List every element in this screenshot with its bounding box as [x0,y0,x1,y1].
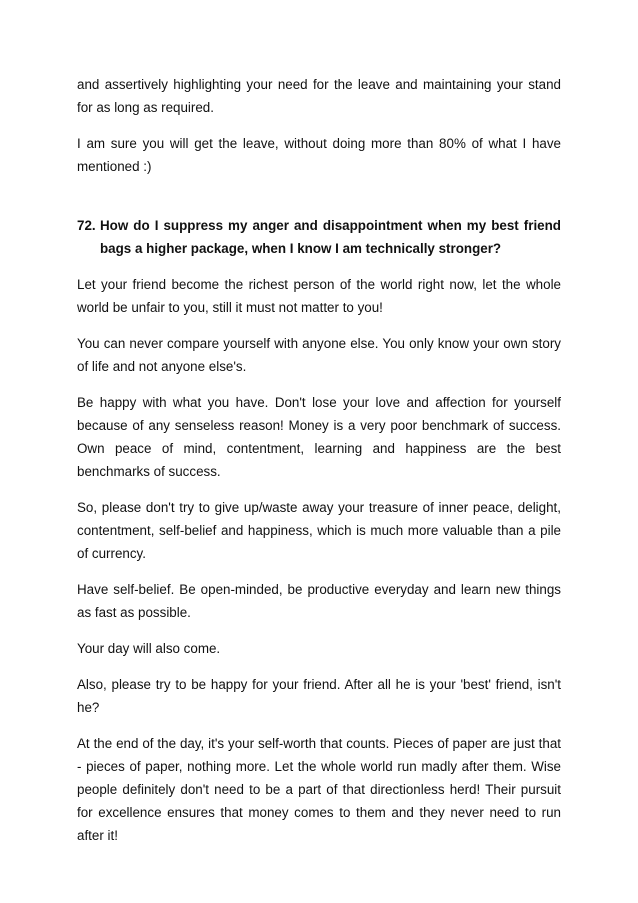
answer-paragraph: Have self-belief. Be open-minded, be productive everyday and learn new things as fast as possible. [77,582,561,620]
document-page [77,73,561,860]
answer-paragraph: Be happy with what you have. Don't lose your love and affection for yourself because of any senseless reason! Money is a very poor benchmark of success. Own peace of mind, contentment, learning and happiness are the best benchmarks of success. [77,395,561,479]
question-text: How do I suppress my anger and disappointment when my best friend bags a higher package, when I know I am technically stronger? [100,218,561,256]
answer-paragraph: Let your friend become the richest person of the world right now, let the whole world be unfair to you, still it must not matter to you! [77,277,561,315]
answer-paragraph: You can never compare yourself with anyone else. You only know your own story of life and not anyone else's. [77,336,561,374]
answer-paragraph: At the end of the day, it's your self-worth that counts. Pieces of paper are just that - pieces of paper, nothing more. Let the whole world run madly after them. Wise people definitely don't need to be a part of that directionless herd! Their pursuit for excellence ensures that money comes to them and they never need to run after it! [77,736,561,843]
intro-paragraph: I am sure you will get the leave, without doing more than 80% of what I have mentioned :) [77,136,561,174]
intro-paragraph: and assertively highlighting your need for the leave and maintaining your stand for as long as required. [77,77,561,115]
answer-paragraph: Your day will also come. [77,641,221,656]
answer-paragraph: So, please don't try to give up/waste away your treasure of inner peace, delight, contentment, self-belief and happiness, which is much more valuable than a pile of currency. [77,500,561,561]
answer-paragraph: Also, please try to be happy for your friend. After all he is your 'best' friend, isn't he? [77,677,561,715]
question-heading [77,214,561,260]
question-number: 72. [77,218,96,233]
